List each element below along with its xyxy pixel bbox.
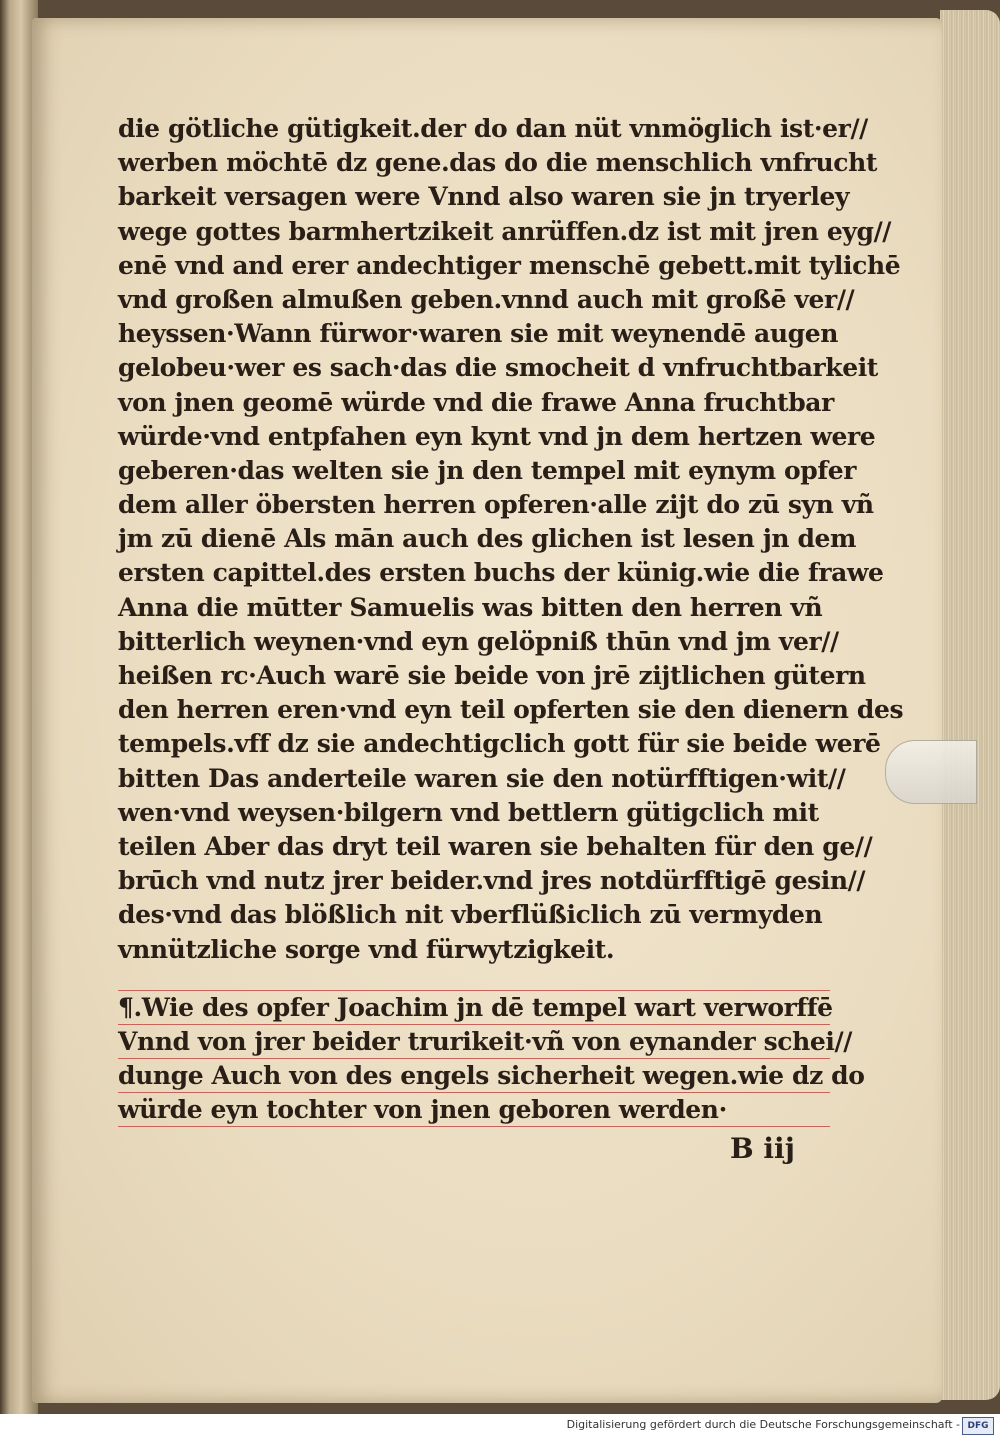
heading-line: Vnnd von jrer beider trurikeit·vñ von eynander schei// <box>118 1025 830 1059</box>
text-line: den herren eren·vnd eyn teil opferten sie den dienern des <box>118 695 904 725</box>
signature-mark: B iij <box>730 1132 795 1165</box>
text-line: bitterlich weynen·vnd eyn gelöpniß thūn vnd jm ver// <box>118 626 839 656</box>
text-line: teilen Aber das dryt teil waren sie behalten für den ge// <box>118 831 873 861</box>
text-line: vnnützliche sorge vnd fürwytzigkeit. <box>118 934 615 964</box>
heading-line: ¶.Wie des opfer Joachim jn dē tempel wart verworffē <box>118 990 830 1025</box>
funding-credit: Digitalisierung gefördert durch die Deutsche Forschungsgemeinschaft - <box>566 1418 960 1431</box>
text-line: geberen·das welten sie jn den tempel mit eynym opfer <box>118 455 856 485</box>
text-line: gelobeu·wer es sach·das die smocheit d vnfruchtbarkeit <box>118 353 878 383</box>
text-line: werben möchtē dz gene.das do die menschlich vnfrucht <box>118 148 878 178</box>
text-line: heißen rc·Auch warē sie beide von jrē zijtlichen gütern <box>118 661 866 690</box>
main-text-block <box>118 112 904 967</box>
text-line: tempels.vff dz sie andechtigclich gott für sie beide werē <box>118 729 881 759</box>
text-line: Anna die mūtter Samuelis was bitten den herren vñ <box>118 592 823 622</box>
right-page-edges <box>940 10 1000 1400</box>
text-line: des·vnd das blößlich nit vberflüßiclich zū vermyden <box>118 900 823 930</box>
bookmark-clip <box>885 740 977 804</box>
heading-line: dunge Auch von des engels sicherheit wegen.wie dz do <box>118 1059 830 1093</box>
text-line: von jnen geomē würde vnd die frawe Anna fruchtbar <box>118 387 834 417</box>
text-line: barkeit versagen were Vnnd also waren sie jn tryerley <box>118 182 850 212</box>
text-line: vnd großen almußen geben.vnnd auch mit großē ver// <box>118 284 855 314</box>
chapter-heading <box>118 990 865 1127</box>
text-line: enē vnd and erer andechtiger menschē gebett.mit tylichē <box>118 250 901 280</box>
text-line: bitten Das anderteile waren sie den notürfftigen·wit// <box>118 763 846 793</box>
footer-bar <box>0 1414 1000 1437</box>
text-line: dem aller öbersten herren opferen·alle zijt do zū syn vñ <box>118 490 874 520</box>
text-line: heyssen·Wann fürwor·waren sie mit weynendē augen <box>118 319 838 349</box>
text-line: brūch vnd nutz jrer beider.vnd jres notdürfftigē gesin// <box>118 866 866 896</box>
text-line: wen·vnd weysen·bilgern vnd bettlern gütigclich mit <box>118 797 819 827</box>
heading-line: würde eyn tochter von jnen geboren werden· <box>118 1093 830 1127</box>
text-line: ersten capittel.des ersten buchs der künig.wie die frawe <box>118 558 884 588</box>
text-line: wege gottes barmhertzikeit anrüffen.dz ist mit jren eyg// <box>118 216 892 246</box>
dfg-logo: DFG <box>962 1417 994 1435</box>
text-line: jm zū dienē Als mān auch des glichen ist lesen jn dem <box>118 524 857 554</box>
text-line: die götliche gütigkeit.der do dan nüt vnmöglich ist·er// <box>118 114 868 143</box>
text-line: würde·vnd entpfahen eyn kynt vnd jn dem hertzen were <box>118 421 876 451</box>
